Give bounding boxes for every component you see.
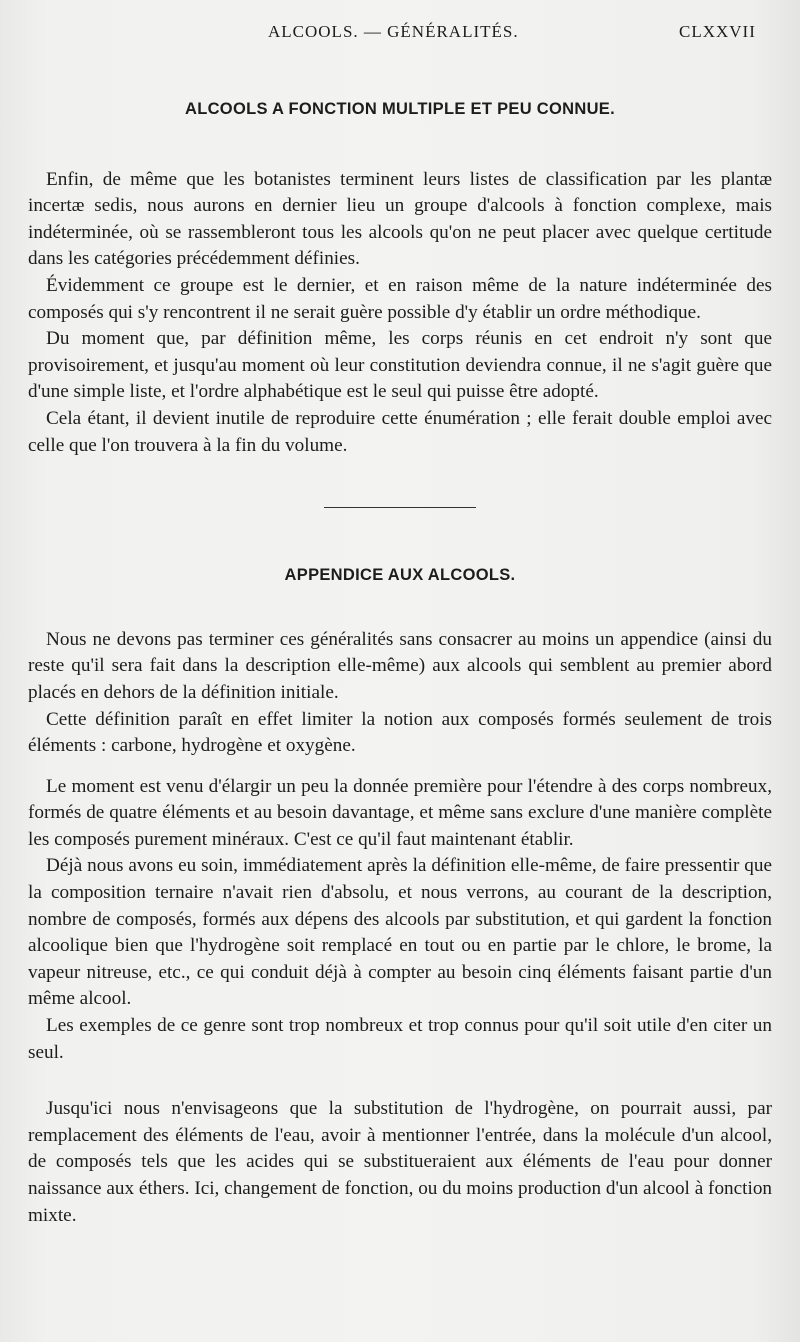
- paragraph: Nous ne devons pas terminer ces généralités sans consacrer au moins un appendice (ainsi du reste qu'il sera fait dans la description elle-même) aux alcools qui semblent au premier abord placés en dehors de la définition initiale.: [28, 628, 772, 703]
- paragraph: Cette définition paraît en effet limiter la notion aux composés formés seulement de trois éléments : carbone, hydrogène et oxygène.: [28, 708, 772, 757]
- paragraph: Cela étant, il devient inutile de reproduire cette énumération ; elle ferait double emploi avec celle que l'on trouvera à la fin du volume.: [28, 407, 772, 456]
- section-heading-multiple-function: ALCOOLS A FONCTION MULTIPLE ET PEU CONNUE.: [185, 100, 615, 118]
- paragraph: Du moment que, par définition même, les corps réunis en cet endroit n'y sont que provisoirement, et jusqu'au moment où leur constitution deviendra connue, il ne s'agit guère que d'une simple liste, et l'ordre alphabétique est le seul qui puisse être adopté.: [28, 328, 772, 403]
- section-divider: [324, 507, 476, 508]
- paragraph: Enfin, de même que les botanistes terminent leurs listes de classification par les plantæ incertæ sedis, nous aurons en dernier lieu un groupe d'alcools à fonction complexe, mais indéterminée, où se rassembleront tous les alcools qu'on ne peut placer avec quelque certitude dans les catégories précédemment définies.: [28, 168, 772, 270]
- page-body: [28, 96, 772, 1229]
- paragraph: Évidemment ce groupe est le dernier, et en raison même de la nature indéterminée des composés qui s'y rencontrent il ne serait guère possible d'y établir un ordre méthodique.: [28, 274, 772, 323]
- paragraph: Les exemples de ce genre sont trop nombreux et trop connus pour qu'il soit utile d'en citer un seul.: [28, 1015, 772, 1063]
- paragraph: Le moment est venu d'élargir un peu la donnée première pour l'étendre à des corps nombreux, formés de quatre éléments et au besoin davantage, et même sans exclure d'une manière complète les composés purement minéraux. C'est ce qu'il faut maintenant établir.: [28, 775, 772, 850]
- running-header: [0, 22, 800, 46]
- paragraph: Jusqu'ici nous n'envisageons que la substitution de l'hydrogène, on pourrait aussi, par remplacement des éléments de l'eau, avoir à mentionner l'entrée, dans la molécule d'un alcool, de composés tels que les acides qui se substitueraient aux éléments de l'eau pour donner naissance aux éthers. Ici, changement de fonction, ou du moins production d'un alcool à fonction mixte.: [28, 1098, 772, 1226]
- paragraph: Déjà nous avons eu soin, immédiatement après la définition elle-même, de faire pressentir que la composition ternaire n'avait rien d'absolu, et nous verrons, au courant de la description, nombre de composés, formés aux dépens des alcools par substitution, et qui gardent la fonction alcoolique bien que l'hydrogène soit remplacé en tout ou en partie par le chlore, le brome, la vapeur nitreuse, etc., ce qui conduit déjà à compter au besoin cinq éléments faisant partie d'un même alcool.: [28, 855, 772, 1010]
- section-heading-appendix: APPENDICE AUX ALCOOLS.: [284, 566, 516, 585]
- page-number: CLXXVII: [679, 22, 756, 41]
- running-title: ALCOOLS. — GÉNÉRALITÉS.: [268, 22, 519, 41]
